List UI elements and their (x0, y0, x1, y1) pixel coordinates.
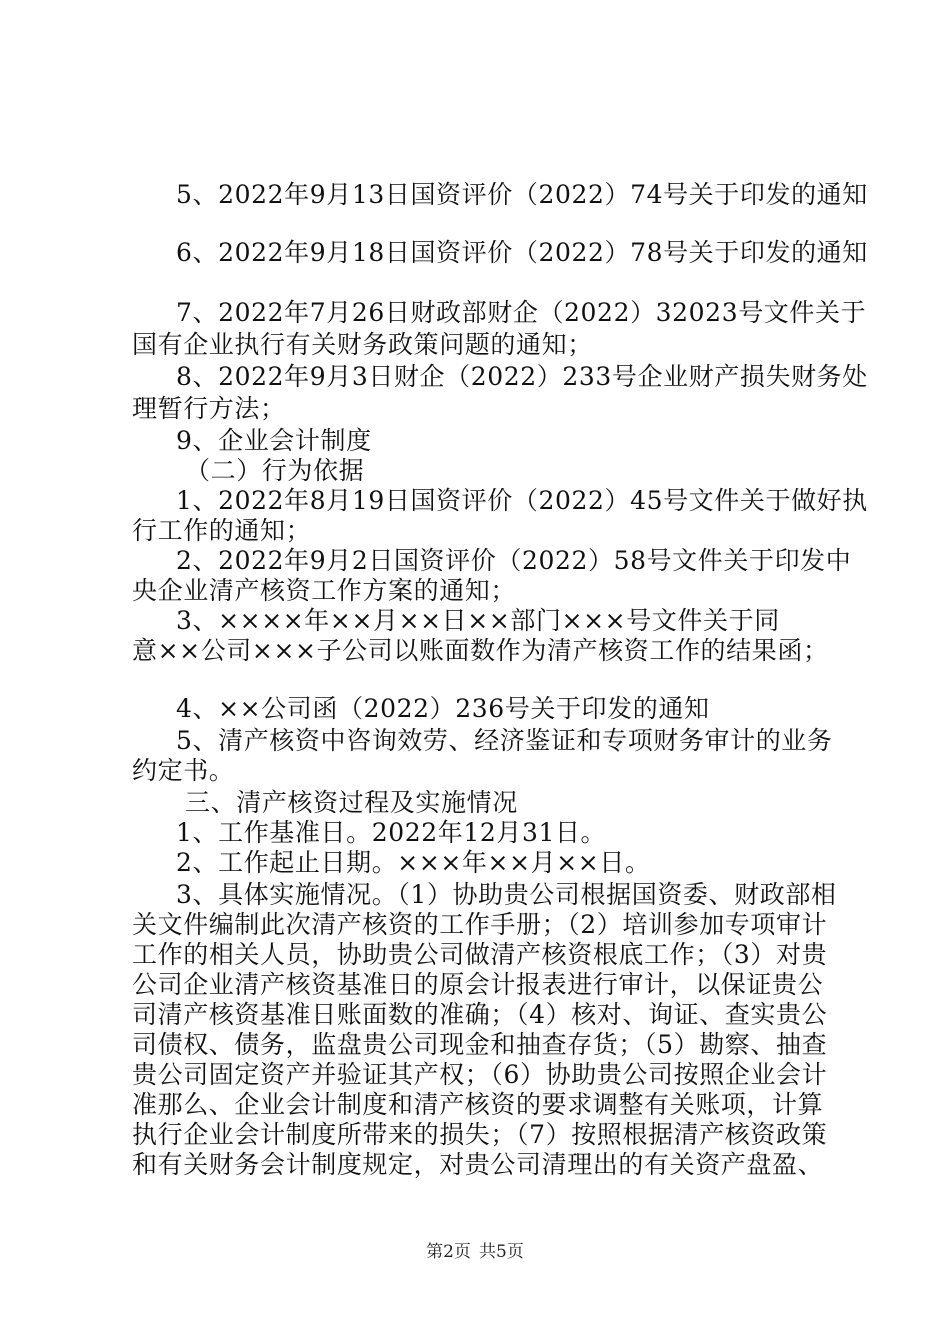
paragraph-line: 司清产核资基准日账面数的准确；（4）核对、询证、查实贵公 (132, 1000, 828, 1029)
paragraph-line: 公司企业清产核资基准日的原会计报表进行审计，以保证贵公 (132, 970, 824, 999)
paragraph-line: 理暂行方法； (132, 394, 286, 423)
paragraph-line: 2、工作起止日期。×××年××月××日。 (176, 848, 651, 877)
paragraph-line: 3、××××年××月××日××部门×××号文件关于同 (176, 606, 780, 635)
paragraph-line: 行工作的通知； (132, 516, 312, 545)
paragraph-line: 7、2022年7月26日财政部财企（2022）32023号文件关于 (176, 298, 867, 327)
paragraph-line: 约定书。 (132, 756, 235, 785)
paragraph-line: 国有企业执行有关财务政策问题的通知； (132, 330, 593, 359)
paragraph-line: 意××公司×××子公司以账面数作为清产核资工作的结果函； (132, 636, 829, 665)
paragraph-line: 3、具体实施情况。（1）协助贵公司根据国资委、财政部相 (176, 880, 837, 909)
paragraph-line: 5、清产核资中咨询效劳、经济鉴证和专项财务审计的业务 (176, 726, 833, 755)
paragraph-line: 贵公司固定资产并验证其产权；（6）协助贵公司按照企业会计 (132, 1060, 828, 1089)
paragraph-line: 央企业清产核资工作方案的通知； (132, 576, 517, 605)
section-heading: 三、清产核资过程及实施情况 (185, 788, 518, 817)
paragraph-line: 1、2022年8月19日国资评价（2022）45号文件关于做好执 (176, 486, 868, 515)
page-total: 共5页 (479, 1242, 524, 1262)
paragraph-line: 关文件编制此次清产核资的工作手册；（2）培训参加专项审计 (132, 910, 828, 939)
section-heading: （二）行为依据 (185, 456, 365, 485)
paragraph-line: 工作的相关人员，协助贵公司做清产核资根底工作；（3）对贵 (132, 940, 828, 969)
paragraph-line: 司债权、债务，监盘贵公司现金和抽查存货；（5）勘察、抽查 (132, 1030, 828, 1059)
paragraph-line: 2、2022年9月2日国资评价（2022）58号文件关于印发中 (176, 546, 852, 575)
paragraph-line: 1、工作基准日。2022年12月31日。 (176, 818, 607, 847)
paragraph-line: 8、2022年9月3日财企（2022）233号企业财产损失财务处 (176, 362, 868, 391)
paragraph-line: 准那么、企业会计制度和清产核资的要求调整有关账项，计算 (132, 1090, 824, 1119)
paragraph-line: 执行企业会计制度所带来的损失；（7）按照根据清产核资政策 (132, 1120, 828, 1149)
page-number: 第2页 (426, 1242, 471, 1262)
paragraph-line: 9、企业会计制度 (176, 426, 372, 455)
paragraph-line: 5、2022年9月13日国资评价（2022）74号关于印发的通知 (176, 180, 868, 209)
paragraph-line: 和有关财务会计制度规定，对贵公司清理出的有关资产盘盈、 (132, 1150, 824, 1179)
page-footer (0, 1241, 950, 1263)
paragraph-line: 6、2022年9月18日国资评价（2022）78号关于印发的通知 (176, 238, 868, 267)
paragraph-line: 4、××公司函（2022）236号关于印发的通知 (176, 694, 710, 723)
